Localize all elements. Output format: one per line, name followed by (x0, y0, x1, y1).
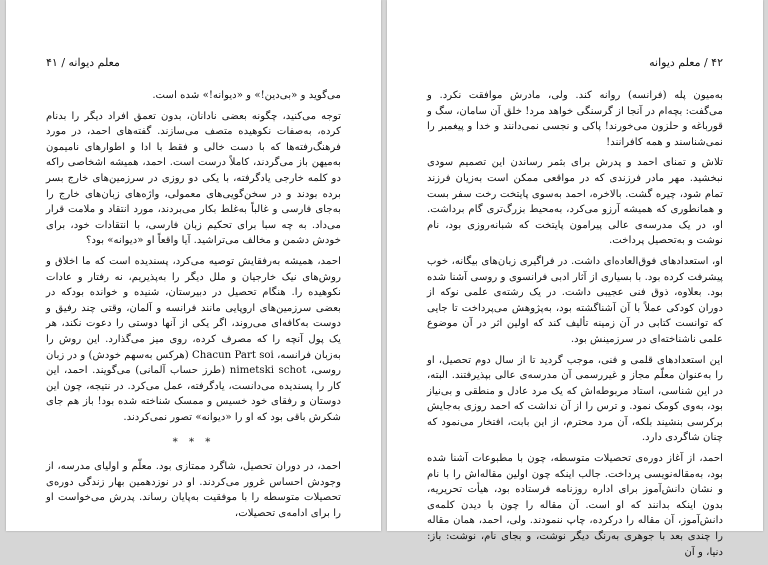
paragraph: تلاش و تمنای احمد و پدرش برای بثمر رساندن این تصمیم سودی نبخشید. مهر مادر فرزندی که در مواقعی ممکن است به‌زیان فرزند تمام شود، چیره گشت. بالاخره، احمد به‌سوی پایتخت رخت سفر بست و همانطوری که همیشه آرزو می‌کرد، به‌محیط بزرگ‌تری گام برداشت. او، در یک مدرسه‌ی عالی پیرامون پایتخت که شبانه‌روزی بود، نام نوشت و به‌تحصیل پرداخت. (427, 157, 723, 247)
paragraph: به‌میون پله (فرانسه) روانه کند. ولی، مادرش موافقت نکرد. و می‌گفت: بچه‌ام در آنجا از گرسنگی خواهد مرد! خلق آن سامان، سگ و قورباغه و حلزون می‌خورند! پاکی و نجسی نمی‌دانند و خدا و پیغمبر را نمی‌شناسند و همه کافرانند! (427, 90, 723, 148)
paragraph: این استعدادهای قلمی و فنی، موجب گردید تا از سال دوم تحصیل، او را به‌عنوان معلّم مجاز و غیررسمی آن مدرسه‌ی عالی بپذیرفتند. البته، در این شناسی، استاد مربوطه‌اش که یک مرد عادل و منطقی و بی‌نیاز بود، به‌وی کومک نمود. و ترس را از آن نداشت که احمد روزی به‌جایش برکرسی بنشیند بلکه، آن مرد محترم، از این بابت، افتخار می‌نمود که چنان شاگردی دارد. (427, 354, 723, 444)
page-header-text: معلم دیوانه / ۴۱ (46, 56, 120, 69)
page-body (427, 88, 723, 565)
paragraph: احمد، از آغاز دوره‌ی تحصیلات متوسطه، چون با مطبوعات آشنا شده بود، به‌مقاله‌نویسی پرداخت. جالب اینکه چون اولین مقاله‌اش را با نام و نشان دانش‌آموز برای اداره روزنامه فرستاده بود، هیأت تحریریه، بدون اینکه بدانند که او است. آن مقاله را چون با دیدن کلمه‌ی دانش‌آموز، آن مقاله را درکرده، چاپ ننمودند. ولی، احمد، همان مقاله را چندی بعد با جوهری به‌رنگ دیگر نوشت، و بجای نام، نوشت: باز: دنیا، و آن (427, 453, 723, 558)
paragraph: توجه می‌کنید، چگونه بعضی نادانان، بدون تعمق افراد دیگر را بدنام کرده، به‌صفات نکوهیده متصف می‌سازند. گفته‌های احمد، در مورد فرهنگ‌رفته‌ها که با دست خالی و فقط با ادا و اطوارهای نامیمون به‌میهن باز می‌گردند، کاملاً درست است. احمد، همیشه اشخاصی راکه دو کلمه خارجی یادگرفته، با یکی دو روزی در سرزمین‌های خارج بسر برده بودند و در سخن‌گویی‌های معمولی، واژه‌های زبان‌های خارج را به‌جای فارسی و غالباً به‌غلط بکار می‌بردند، مورد انتقاد و ملامت قرار می‌داد. به چه سبا برای تحکیم زبان فارسی، با انتقادات خود، برای خودش دشمن و مخالف می‌تراشید. آیا واقعاً او «دیوانه» بود؟ (46, 110, 341, 247)
page-body (46, 88, 341, 526)
left-page (6, 0, 381, 531)
paragraph: می‌گوید و «بی‌دین!» و «دیوانه!» شده است. (152, 90, 341, 101)
right-page (387, 0, 763, 558)
paragraph: احمد، همیشه به‌رفقایش توصیه می‌کرد، پسندیده است که ما اخلاق و روش‌های نیک خارجیان و ملل دیگر را به‌پذیریم، نه رفتار و عادات نکوهیده را. هنگام تحصیل در دبیرستان، شنیده و خوانده بودکه در بعضی سرزمین‌های اروپایی مانند فرانسه و آلمان، وقتی چند رفیق و دوست به‌کافه‌ای می‌روند، اگر یکی از آنها دوستی را دعوت نکند، هر یک پول آنچه را که مصرف کرده، روی میز می‌گذارد. این روش را به‌زبان فرانسه، Chacun Part soi (هرکس به‌سهم خودش) و در زبان روسی، nimetski schot (طرز حساب آلمانی) می‌گویند. احمد، این کار را پسندیده می‌دانست، یادگرفته، عمل می‌کرد. در نتیجه، چون این دوستان و رفقای خود خسیس و ممسک شناخته شده بود! باز هم جای شکرش باقی بود که او را «دیوانه» تصور نمی‌کردند. (46, 255, 341, 423)
page-header-text: ۴۲ / معلم دیوانه (649, 56, 723, 69)
section-separator: * * * (172, 437, 215, 449)
paragraph: احمد، در دوران تحصیل، شاگرد ممتازی بود. معلّم و اولیای مدرسه، از وجودش احساس غرور می‌کردند. او در نوزدهمین بهار زندگی دوره‌ی تحصیلات متوسطه را با موفقیت به‌پایان رساند. پدرش می‌خواست او را برای ادامه‌ی تحصیلات، (46, 461, 341, 519)
paragraph: او، استعدادهای فوق‌العاده‌ای داشت. در فراگیری زبان‌های بیگانه، خوب پیشرفت کرده بود. با بسیاری از آثار ادبی فرانسوی و روسی آشنا شده بود. بعلاوه، ذوق فنی عجیبی داشت. در یک رشته‌ی علمی نوکه از دوران کودکی عملاً با آن آشناگشته بود، به‌پژوهش می‌پرداخت تا جایی که توانست کتابی در آن زمینه تألیف کند که اولین اثر در آن موضوع علمی ناشناخته‌ای در سرزمینش بود. (427, 255, 723, 345)
